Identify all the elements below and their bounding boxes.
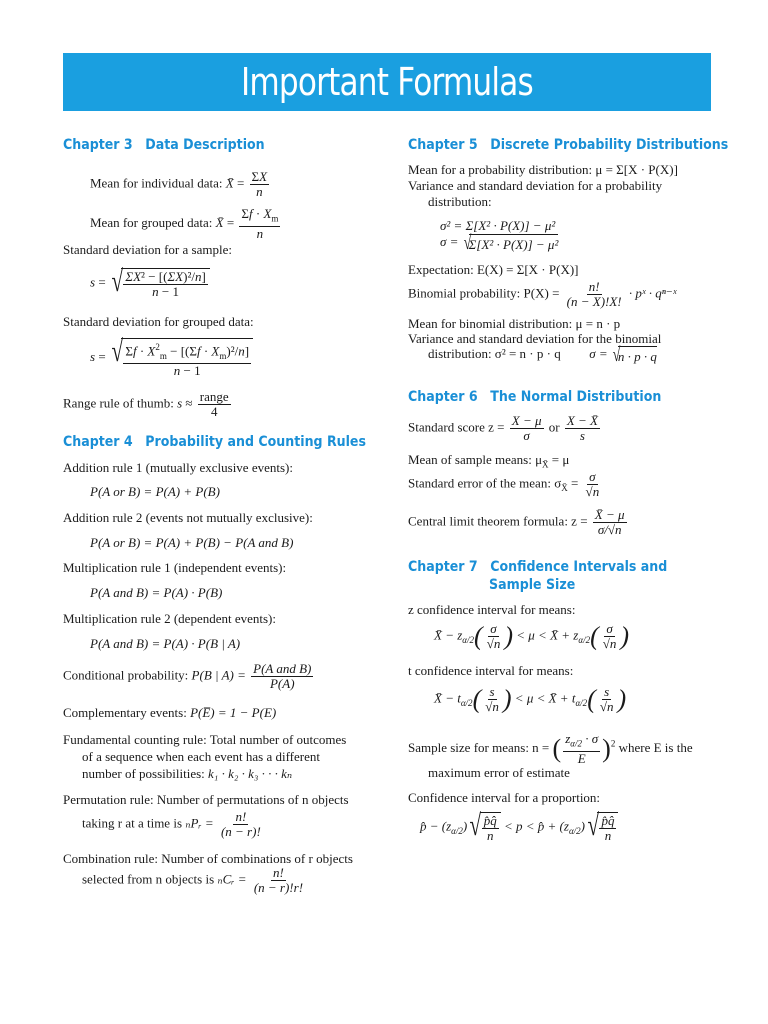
- t-ci-formula: X̄ − $t_{\alpha/2}$( $\frac{s}{√n}$ ) < μ < X̄ + $t_{\alpha/2}$( $\frac{s}{√n}$ ): [434, 684, 627, 714]
- range-rule: Range rule of thumb: s ≈ $\frac{\text{range}}{4}$: [63, 389, 229, 419]
- binomial-probability: Binomial probability: P(X) = $\frac{n!}{(n - X)!X!}$ · pˣ · qⁿ⁻ˣ: [408, 279, 677, 309]
- mul-rule-2: Multiplication rule 2 (dependent events):: [63, 611, 276, 626]
- sd-sample-formula: s = √ $\frac{\text{ΣX² − [(ΣX)²/n]}}{n - 1}$: [90, 268, 210, 299]
- mul-rule-1-formula: P(A and B) = P(A) · P(B): [90, 585, 223, 600]
- sd-sample-label: Standard deviation for a sample:: [63, 242, 232, 257]
- chapter-7-heading: Chapter 7 Confidence Intervals and: [408, 559, 668, 575]
- sample-size: Sample size for means: n = ( $\frac{z_{\alpha/2} \cdot \sigma}{E}$ )$^2$ where E is the: [408, 731, 693, 766]
- standard-score: Standard score z = $\frac{X - \mu}{\sigma}$ or $\frac{X - X̄}{s}$: [408, 413, 598, 443]
- chapter-4-heading: Chapter 4 Probability and Counting Rules: [63, 434, 366, 450]
- standard-error: Standard error of the mean: $\sigma_{X̄}$ = $\frac{\sigma}{√n}$: [408, 469, 600, 499]
- mean-individual: Mean for individual data: X̄ = $\frac{\Sigma X}{n}$: [90, 169, 268, 199]
- var-prob-dist-1: Variance and standard deviation for a probability: [408, 178, 663, 193]
- fundamental-rule-1: Fundamental counting rule: Total number of outcomes: [63, 732, 347, 747]
- expectation: Expectation: E(X) = Σ[X · P(X)]: [408, 262, 579, 277]
- complementary-events: Complementary events: P(E̅) = 1 − P(E): [63, 705, 277, 720]
- page-title: Important Formulas: [241, 60, 533, 104]
- z-ci-formula: X̄ − $z_{\alpha/2}$( $\frac{\sigma}{√n}$ ) < μ < X̄ + $z_{\alpha/2}$( $\frac{\sigma}{√n}$ ): [434, 621, 630, 651]
- mul-rule-1: Multiplication rule 1 (independent events):: [63, 560, 287, 575]
- permutation-rule-1: Permutation rule: Number of permutations of n objects: [63, 792, 349, 807]
- add-rule-2: Addition rule 2 (events not mutually exclusive):: [63, 510, 313, 525]
- binomial-mean: Mean for binomial distribution: μ = n · p: [408, 316, 621, 331]
- title-banner: [63, 53, 711, 111]
- mean-grouped: Mean for grouped data: X̄ = $\frac{\Sigma f \cdot X_m}{n}$: [90, 206, 279, 241]
- conditional-probability: Conditional probability: P(B | A) = $\frac{\text{P(A and B)}}{P(A)}$: [63, 661, 312, 691]
- chapter-3-heading: Chapter 3 Data Description: [63, 137, 265, 153]
- z-ci-label: z confidence interval for means:: [408, 602, 576, 617]
- combination-rule-1: Combination rule: Number of combinations of r objects: [63, 851, 353, 866]
- fundamental-rule-3: number of possibilities: k₁ · k₂ · k₃ · · · kₙ: [82, 766, 293, 781]
- sample-size-2: maximum error of estimate: [428, 765, 570, 780]
- combination-rule-2: selected from n objects is ₙCᵣ = $\frac{n!}{(n - r)!r!}$: [82, 865, 304, 895]
- chapter-5-heading: Chapter 5 Discrete Probability Distributions: [408, 137, 729, 153]
- mean-prob-dist: Mean for a probability distribution: μ = Σ[X · P(X)]: [408, 162, 678, 177]
- sd-prob-formula: σ = √ Σ[X² · P(X)] − μ²: [440, 232, 559, 255]
- t-ci-label: t confidence interval for means:: [408, 663, 574, 678]
- sd-grouped-formula: s = √ $\frac{\Sigma f \cdot X^2_m - [(\Sigma f \cdot X_m)^2/n]}{n - 1}$: [90, 338, 253, 378]
- mul-rule-2-formula: P(A and B) = P(A) · P(B | A): [90, 636, 241, 651]
- sd-grouped-label: Standard deviation for grouped data:: [63, 314, 254, 329]
- chapter-7-heading-line-2: Sample Size: [489, 577, 576, 593]
- mean-sample-means: Mean of sample means: $\mu_{X̄} = \mu$: [408, 452, 570, 470]
- variance-formula: σ² = Σ[X² · P(X)] − μ²: [440, 218, 556, 233]
- proportion-ci-label: Confidence interval for a proportion:: [408, 790, 601, 805]
- binomial-var-1: Variance and standard deviation for the binomial: [408, 331, 662, 346]
- var-prob-dist-2: distribution:: [428, 194, 492, 209]
- proportion-ci-formula: p̂ − $(z_{\alpha/2})$ √ $\frac{p̂q̂}{n}$ < p < p̂ + $(z_{\alpha/2})$ √ $\frac{p̂q̂}{n}$: [420, 812, 618, 843]
- add-rule-1: Addition rule 1 (mutually exclusive events):: [63, 460, 293, 475]
- add-rule-2-formula: P(A or B) = P(A) + P(B) − P(A and B): [90, 535, 294, 550]
- fundamental-rule-2: of a sequence when each event has a different: [82, 749, 320, 764]
- central-limit-theorem: Central limit theorem formula: z = $\frac{X̄ - \mu}{\sigma/√n}$: [408, 507, 625, 537]
- chapter-6-heading: Chapter 6 The Normal Distribution: [408, 389, 662, 405]
- permutation-rule-2: taking r at a time is ₙPᵣ = $\frac{n!}{(n - r)!}$: [82, 809, 261, 839]
- add-rule-1-formula: P(A or B) = P(A) + P(B): [90, 484, 220, 499]
- binomial-var-2: distribution: σ² = n · p · q σ = √ n · p · q: [428, 344, 657, 367]
